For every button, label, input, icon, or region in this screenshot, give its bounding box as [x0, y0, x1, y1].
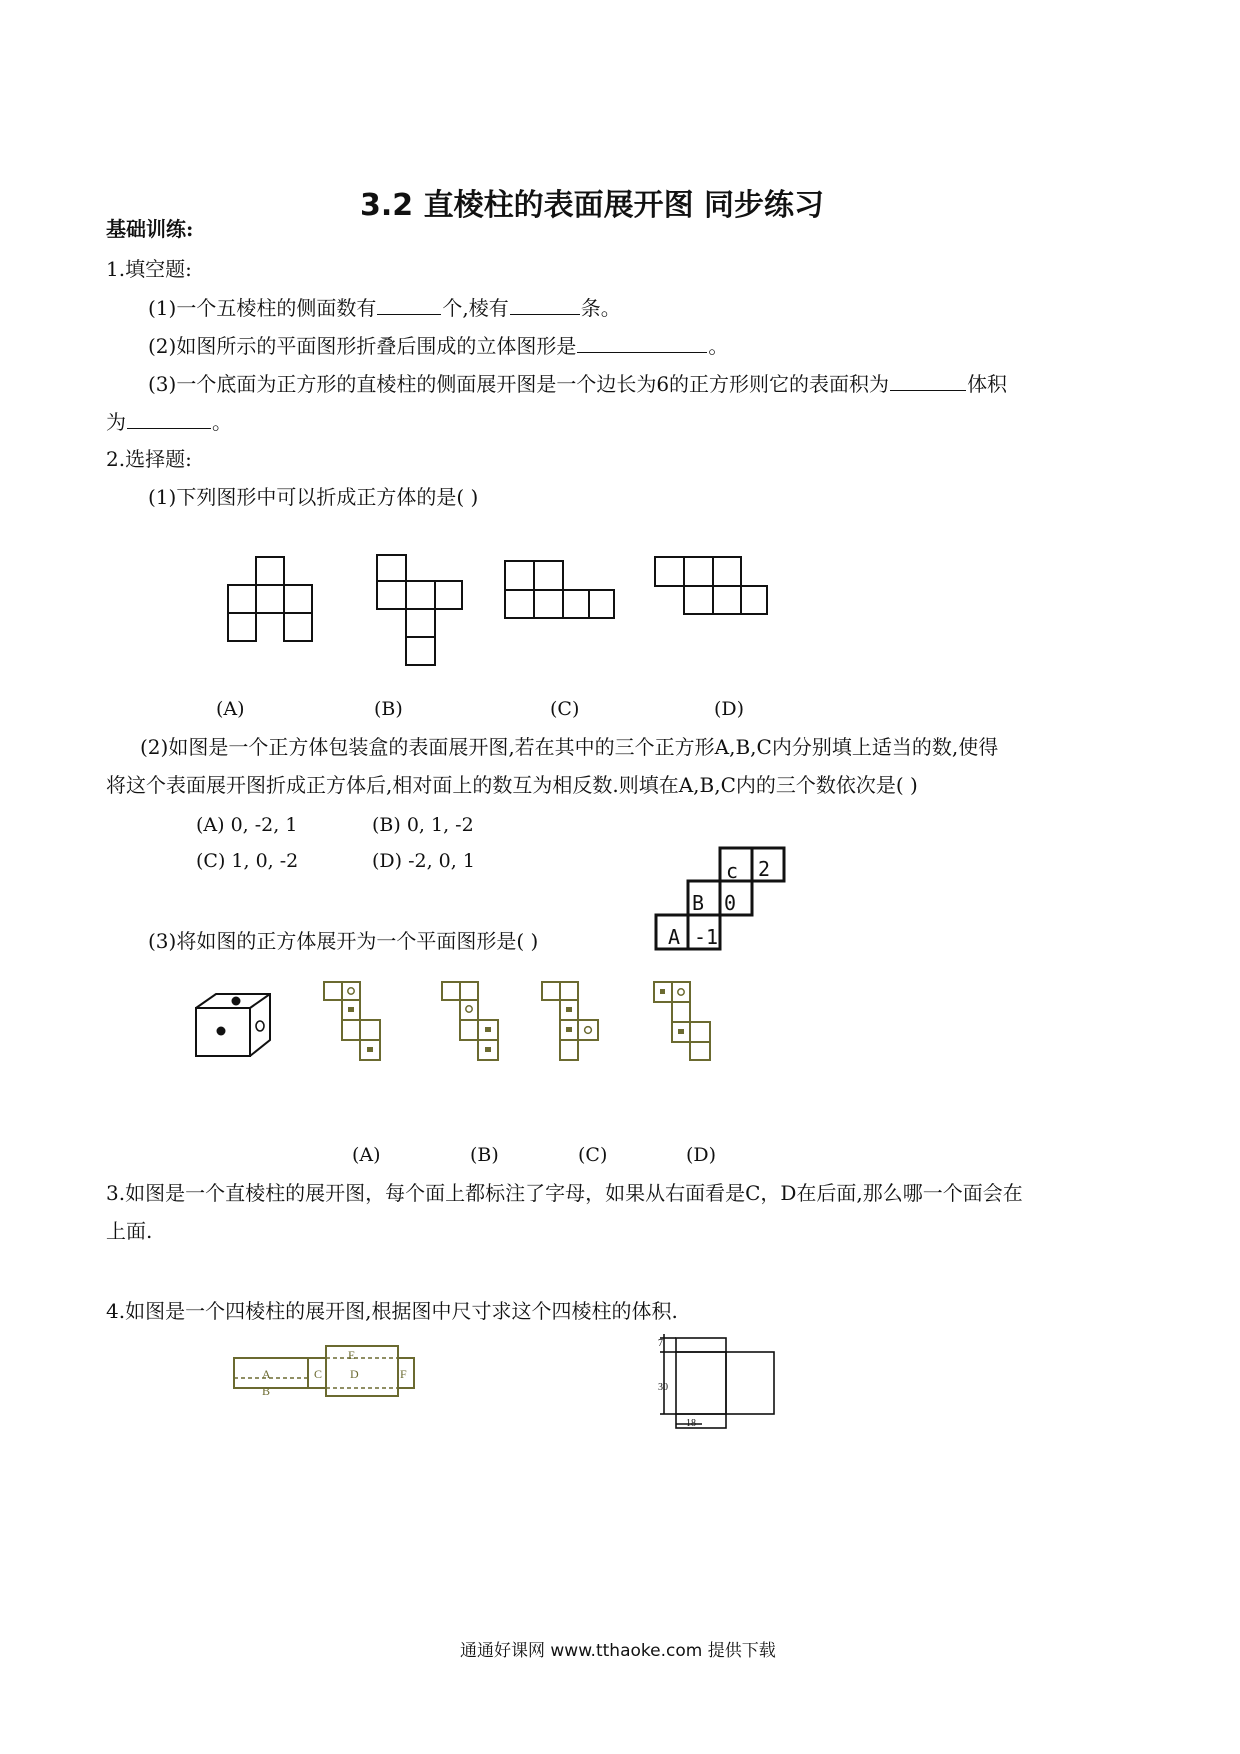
section-heading: 基础训练: [106, 217, 194, 241]
cube-net-figure-d [654, 556, 772, 618]
q1-1-text-b: 个,棱有 [442, 296, 509, 320]
q1-item-3 [148, 370, 1007, 397]
dice-net-option-c [540, 980, 606, 1062]
dice-net-option-b [440, 980, 506, 1062]
q1-heading: 1.填空题: [106, 257, 192, 281]
page-title: 3.2 直棱柱的表面展开图 同步练习 [360, 188, 825, 223]
face-label-d: D [350, 1367, 359, 1381]
dice-net-option-d [652, 980, 718, 1062]
choice-a: (A) 0, -2, 1 [196, 814, 298, 836]
q1-3-text-c: 为 [106, 410, 126, 434]
net-cell-minus1: -1 [694, 925, 719, 949]
prism-net-figure [232, 1344, 418, 1400]
net-cell-a: A [668, 925, 681, 949]
option-label-b: (B) [374, 698, 403, 720]
dice-net-option-a [322, 980, 388, 1062]
choice-b: (B) 0, 1, -2 [372, 814, 474, 836]
answer-blank[interactable] [377, 294, 441, 315]
answer-blank[interactable] [890, 370, 966, 391]
q2-item-2-line2: 将这个表面展开图折成正方体后,相对面上的数互为相反数.则填在A,B,C内的三个数依次是( ) [106, 773, 918, 797]
option-label-c: (C) [550, 698, 580, 720]
cube-net-figure-a [228, 556, 318, 646]
option-label-b: (B) [470, 1144, 499, 1166]
cube-net-figure-b [376, 554, 466, 668]
q1-item-1 [148, 294, 621, 321]
q1-1-text-c: 条。 [580, 296, 621, 320]
q1-item-2 [148, 332, 728, 359]
answer-blank[interactable] [577, 332, 707, 353]
net-cell-b: B [692, 891, 705, 915]
footer-text: 通通好课网 www.tthaoke.com 提供下载 [460, 1641, 776, 1661]
option-label-d: (D) [714, 698, 745, 720]
q2-item-1: (1)下列图形中可以折成正方体的是( ) [148, 485, 479, 509]
net-cell-c: c [726, 859, 739, 883]
q2-item-2-line1: (2)如图是一个正方体包装盒的表面展开图,若在其中的三个正方形A,B,C内分别填上适当的数,使得 [140, 735, 999, 759]
dim-label-7: 7 [658, 1338, 663, 1349]
face-label-b: B [262, 1384, 271, 1398]
q1-3-text-a: (3)一个底面为正方形的直棱柱的侧面展开图是一个边长为6的正方形则它的表面积为 [148, 372, 890, 396]
face-label-a: A [262, 1367, 271, 1381]
choice-d: (D) -2, 0, 1 [372, 850, 475, 872]
answer-blank[interactable] [127, 408, 211, 429]
dim-label-18: 18 [686, 1418, 696, 1429]
q2-item-3: (3)将如图的正方体展开为一个平面图形是( ) [148, 929, 539, 953]
option-label-d: (D) [686, 1144, 717, 1166]
q1-2-text-b: 。 [708, 334, 729, 358]
dim-label-30: 30 [658, 1382, 668, 1393]
q3-line1: 3.如图是一个直棱柱的展开图，每个面上都标注了字母，如果从右面看是C，D在后面,那么哪一个面会在 [106, 1181, 1023, 1205]
q1-1-text-a: (1)一个五棱柱的侧面数有 [148, 296, 377, 320]
q2-heading: 2.选择题: [106, 447, 192, 471]
net-cell-0: 0 [724, 891, 737, 915]
option-label-a: (A) [216, 698, 245, 720]
dotted-cube-figure [192, 990, 276, 1060]
q1-3-text-b: 体积 [967, 372, 1008, 396]
dimensioned-net-figure [656, 1330, 780, 1430]
q1-2-text-a: (2)如图所示的平面图形折叠后围成的立体图形是 [148, 334, 577, 358]
option-label-c: (C) [578, 1144, 608, 1166]
face-label-e: E [348, 1348, 356, 1362]
answer-blank[interactable] [510, 294, 580, 315]
choice-c: (C) 1, 0, -2 [196, 850, 299, 872]
face-label-f: F [400, 1367, 407, 1381]
option-label-a: (A) [352, 1144, 381, 1166]
q1-3-text-d: 。 [212, 410, 232, 434]
q1-item-3-cont [106, 408, 232, 435]
net-cell-2: 2 [758, 857, 771, 881]
q4-line1: 4.如图是一个四棱柱的展开图,根据图中尺寸求这个四棱柱的体积. [106, 1299, 678, 1323]
q3-line2: 上面. [106, 1219, 153, 1243]
cube-net-figure-c [504, 560, 618, 622]
face-label-c: C [314, 1367, 323, 1381]
